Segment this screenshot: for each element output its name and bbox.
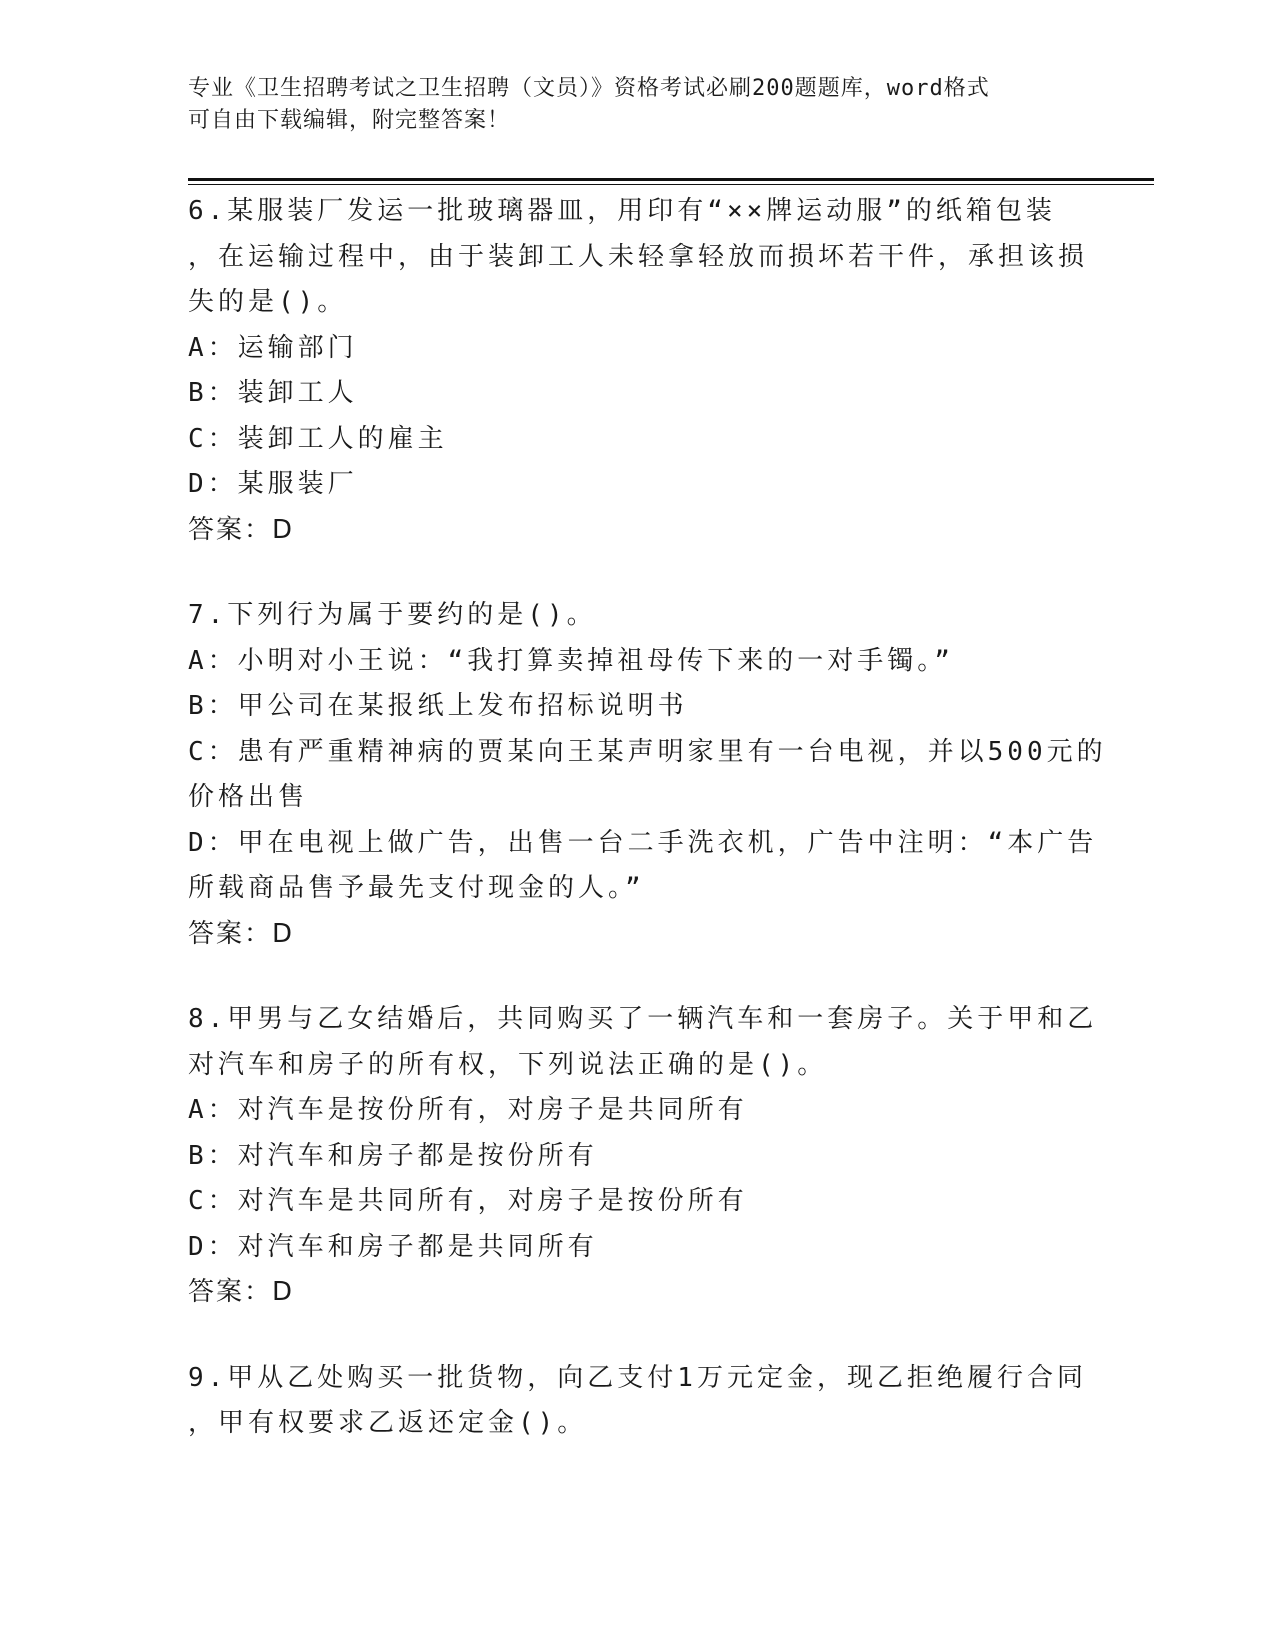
question-6	[188, 189, 1088, 553]
header-line: 专业《卫生招聘考试之卫生招聘（文员）》资格考试必刷200题题库，word格式	[188, 76, 990, 101]
question-stem: 7.下列行为属于要约的是()。	[188, 600, 597, 630]
option-d: D：对汽车和房子都是共同所有	[188, 1231, 598, 1262]
option-a: A：运输部门	[188, 332, 358, 363]
question-stem: 对汽车和房子的所有权，下列说法正确的是()。	[188, 1049, 828, 1080]
question-stem: 失的是()。	[188, 287, 348, 317]
answer: 答案：D	[188, 1277, 295, 1307]
question-8	[188, 997, 1098, 1316]
option-b: B：对汽车和房子都是按份所有	[188, 1140, 598, 1171]
header-divider-thick	[188, 178, 1154, 181]
question-7	[188, 593, 1107, 957]
question-9	[188, 1356, 1088, 1447]
question-stem: 6.某服装厂发运一批玻璃器皿，用印有“××牌运动服”的纸箱包装	[188, 196, 1056, 226]
header-line: 可自由下载编辑，附完整答案！	[188, 108, 511, 133]
question-stem: ，在运输过程中，由于装卸工人未轻拿轻放而损坏若干件，承担该损	[188, 241, 1089, 272]
option-d-continued: 所载商品售予最先支付现金的人。”	[188, 873, 645, 903]
option-c: C：患有严重精神病的贾某向王某声明家里有一台电视，并以500元的	[188, 736, 1107, 767]
option-a: A：小明对小王说：“我打算卖掉祖母传下来的一对手镯。”	[188, 645, 954, 676]
question-stem: ，甲有权要求乙返还定金()。	[188, 1408, 588, 1438]
answer: 答案：D	[188, 514, 295, 545]
document-header	[188, 73, 1088, 137]
option-a: A：对汽车是按份所有，对房子是共同所有	[188, 1095, 748, 1125]
option-c: C：装卸工人的雇主	[188, 423, 448, 454]
question-stem: 9.甲从乙处购买一批货物，向乙支付1万元定金，现乙拒绝履行合同	[188, 1362, 1087, 1393]
header-divider-thin	[188, 184, 1154, 185]
question-stem: 8.甲男与乙女结婚后，共同购买了一辆汽车和一套房子。关于甲和乙	[188, 1004, 1098, 1034]
answer: 答案：D	[188, 918, 295, 949]
option-d: D：甲在电视上做广告，出售一台二手洗衣机，广告中注明：“本广告	[188, 827, 1098, 858]
option-d: D：某服装厂	[188, 469, 358, 499]
option-b: B：甲公司在某报纸上发布招标说明书	[188, 691, 688, 721]
option-c-continued: 价格出售	[188, 782, 309, 812]
option-b: B：装卸工人	[188, 378, 358, 408]
option-c: C：对汽车是共同所有，对房子是按份所有	[188, 1186, 748, 1216]
question-list	[188, 189, 1107, 1487]
